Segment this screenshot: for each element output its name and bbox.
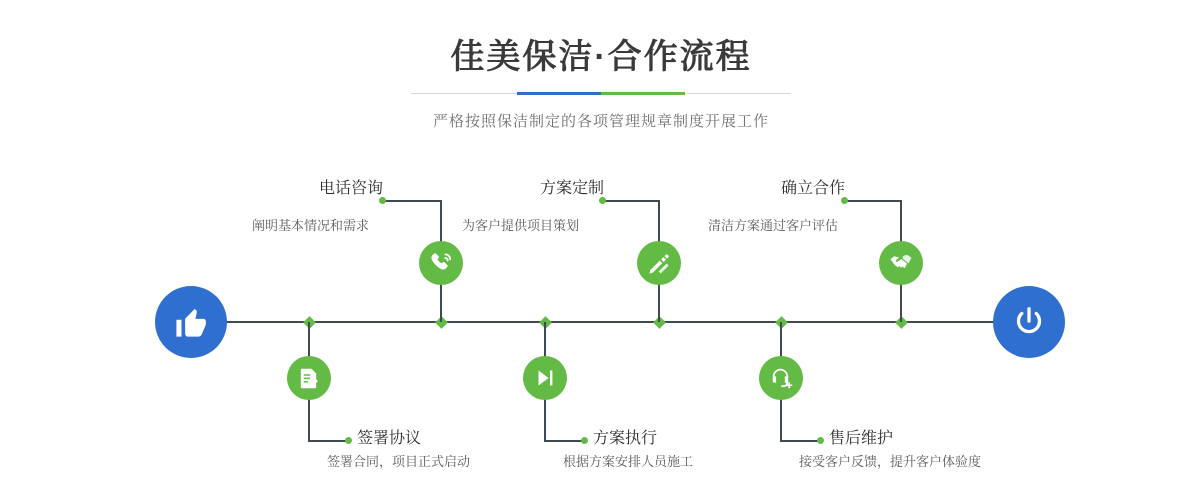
divider-accent-blue xyxy=(517,92,601,95)
step-6-lead xyxy=(780,440,822,442)
step-3-lead xyxy=(603,200,659,202)
step-5-desc: 清洁方案通过客户评估 xyxy=(708,218,839,233)
step-2-label: 签署协议 xyxy=(357,430,422,447)
power-icon xyxy=(1011,304,1047,340)
step-6-lead-dot xyxy=(817,437,824,444)
step-4-lead-dot xyxy=(581,437,588,444)
step-1-icon-badge xyxy=(419,241,463,285)
step-4-lead xyxy=(544,440,586,442)
step-3-icon-badge xyxy=(637,241,681,285)
step-4-desc: 根据方案安排人员施工 xyxy=(563,454,694,469)
phone-ring-icon xyxy=(428,250,454,276)
step-3-desc: 为客户提供项目策划 xyxy=(462,218,580,233)
step-6-icon-badge xyxy=(759,356,803,400)
title-divider xyxy=(411,92,791,96)
thumbs-up-icon xyxy=(172,303,210,341)
pen-ruler-icon xyxy=(647,251,672,276)
header xyxy=(0,34,1202,131)
step-1-desc: 阐明基本情况和需求 xyxy=(252,218,370,233)
step-6-desc: 接受客户反馈，提升客户体验度 xyxy=(799,454,982,469)
document-edit-icon xyxy=(297,366,321,390)
end-endpoint xyxy=(993,286,1065,358)
step-3-label: 方案定制 xyxy=(540,180,605,197)
step-4-label: 方案执行 xyxy=(593,430,658,447)
page-title: 佳美保洁·合作流程 xyxy=(450,38,752,76)
step-1-label: 电话咨询 xyxy=(319,180,384,197)
divider-accent-green xyxy=(601,92,685,95)
step-1-lead xyxy=(383,200,441,202)
step-2-icon-badge xyxy=(287,356,331,400)
headset-add-icon xyxy=(769,366,794,391)
step-5-lead xyxy=(845,200,901,202)
step-2-lead xyxy=(308,440,350,442)
step-5-label: 确立合作 xyxy=(781,180,846,197)
step-2-desc: 签署合同，项目正式启动 xyxy=(327,454,471,469)
step-4-icon-badge xyxy=(523,356,567,400)
handshake-icon xyxy=(888,250,914,276)
step-6-label: 售后维护 xyxy=(829,430,894,447)
play-next-icon xyxy=(533,366,557,390)
page-subtitle: 严格按照保洁制定的各项管理规章制度开展工作 xyxy=(432,113,769,130)
start-endpoint xyxy=(155,286,227,358)
step-5-icon-badge xyxy=(879,241,923,285)
step-2-lead-dot xyxy=(345,437,352,444)
